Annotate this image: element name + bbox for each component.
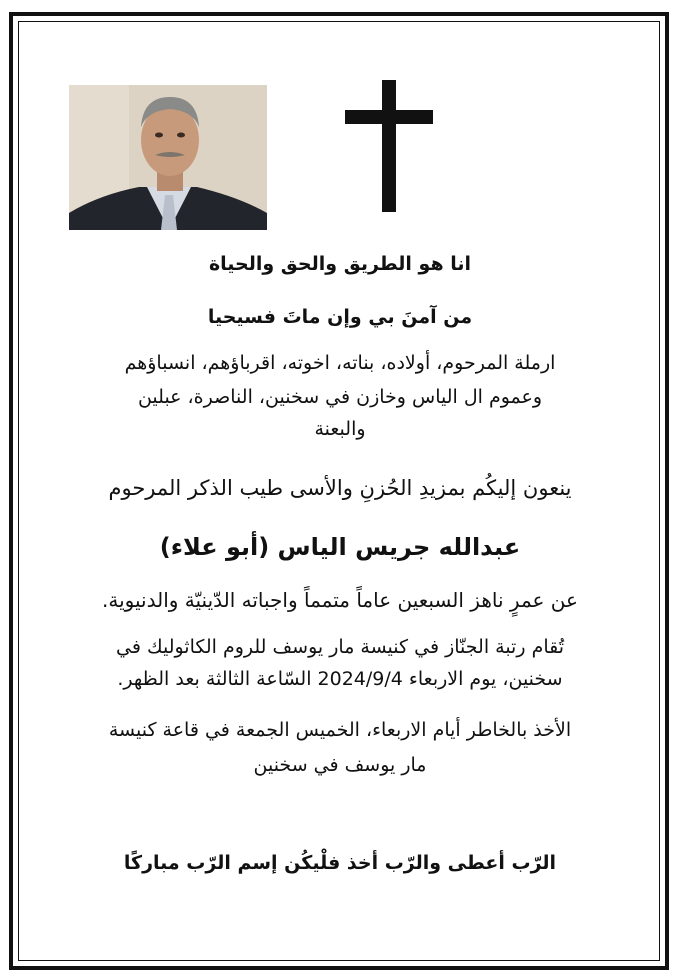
- portrait-illustration: [69, 85, 267, 230]
- closing-verse: الرّب أعطى والرّب أخذ فلْيكُن إسم الرّب مباركًا: [123, 852, 557, 874]
- family-line-1: ارملة المرحوم، أولاده، بناته، اخوته، اقرباؤهم، انسباؤهم: [124, 352, 556, 374]
- verse-believe-live: من آمنَ بي وإن ماتَ فسيحيا: [207, 306, 473, 328]
- deceased-name: عبدالله جريس الياس (أبو علاء): [159, 533, 521, 561]
- family-line-3: والبعنة: [314, 418, 366, 440]
- funeral-line-1: تُقام رتبة الجنّاز في كنيسة مار يوسف للروم الكاثوليك في: [115, 636, 565, 658]
- condolence-line-1: الأخذ بالخاطر أيام الاربعاء، الخميس الجمعة في قاعة كنيسة: [108, 719, 572, 741]
- announcement-line: ينعون إليكُم بمزيدِ الحُزنِ والأسى طيب الذكر المرحوم: [108, 476, 572, 500]
- family-line-2: وعموم ال الياس وخازن في سخنين، الناصرة، عبلين: [137, 386, 543, 408]
- age-line: عن عمرٍ ناهز السبعين عاماً متمماً واجباته الدّينيّة والدنيوية.: [102, 588, 578, 612]
- verse-way-truth-life: انا هو الطريق والحق والحياة: [208, 253, 472, 275]
- latin-cross-icon: [345, 80, 433, 212]
- portrait-photo: [69, 85, 267, 230]
- condolence-line-2: مار يوسف في سخنين: [253, 754, 427, 776]
- funeral-line-2: سخنين، يوم الاربعاء 2024/9/4 السّاعة الثالثة بعد الظهر.: [117, 668, 563, 690]
